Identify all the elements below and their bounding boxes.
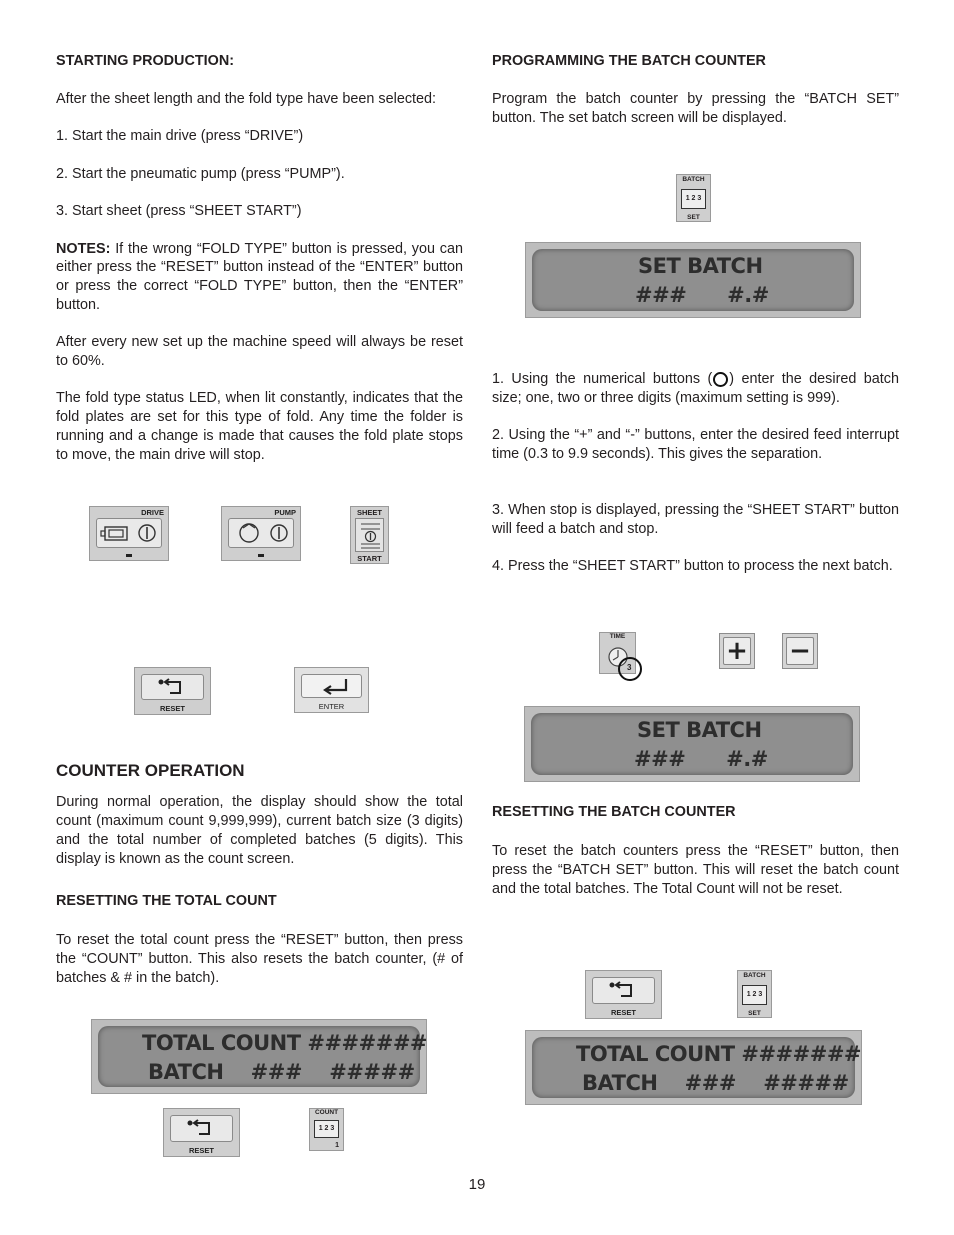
batch-line: BATCH ### ##### (148, 1060, 415, 1084)
batch-line: BATCH ### ##### (582, 1071, 849, 1095)
reset-batch-heading: RESETTING THE BATCH COUNTER (492, 804, 736, 820)
batch-set-button-reset[interactable]: BATCH 1 2 3 SET (737, 970, 772, 1018)
step-sheet: 3. Start sheet (press “SHEET START”) (56, 202, 302, 219)
reset-total-text: To reset the total count press the “RESET” button, then press the “COUNT” button. This also resets the batch counter, (# of batches & # in the batch). (56, 932, 463, 986)
batch-step-4: 4. Press the “SHEET START” button to process the next batch. (492, 558, 893, 574)
reset-arrow-icon (171, 1116, 234, 1143)
total-count-display-right (525, 1030, 862, 1105)
page-number: 19 (468, 1176, 486, 1193)
sheet-start-button[interactable]: SHEET START (350, 506, 389, 564)
set-batch-display-time (524, 706, 860, 782)
reset-batch-text: To reset the batch counters press the “RESET” button, then press the “BATCH SET” button. This will reset the batch count and the total batches. The Total Count will not be reset. (492, 843, 899, 897)
sheet-start-icon (356, 519, 385, 553)
total-count-line: TOTAL COUNT ####### (142, 1031, 428, 1055)
set-batch-values-line: ### #.# (634, 747, 768, 771)
programming-heading: PROGRAMMING THE BATCH COUNTER (492, 53, 766, 69)
drive-led-icon (126, 554, 132, 557)
drive-motor-icon (97, 519, 163, 549)
reset-button-count[interactable]: RESET (163, 1108, 240, 1157)
programming-text: Program the batch counter by pressing the “BATCH SET” button. The set batch screen will be displayed. (492, 90, 899, 126)
total-count-display (91, 1019, 427, 1094)
step-drive: 1. Start the main drive (press “DRIVE”) (56, 127, 304, 144)
batch-step-3: 3. When stop is displayed, pressing the “SHEET START” button will feed a batch and stop. (492, 502, 899, 537)
batch-step-2: 2. Using the “+” and “-” buttons, enter the desired feed interrupt time (0.3 to 9.9 seconds). This gives the separation. (492, 427, 899, 462)
numeric-button-circle-icon (713, 372, 728, 387)
starting-production-heading: STARTING PRODUCTION: (56, 53, 235, 69)
notes-paragraph (56, 240, 463, 316)
speed-note: After every new set up the machine speed will always be reset to 60%. (56, 334, 463, 370)
set-batch-line: SET BATCH (637, 718, 762, 742)
step-pump: 2. Start the pneumatic pump (press “PUMP”). (56, 165, 345, 182)
batch-digits-icon: 1 2 3 (681, 189, 706, 209)
pump-button[interactable]: PUMP (221, 506, 301, 561)
total-count-line: TOTAL COUNT ####### (576, 1042, 862, 1066)
reset-arrow-icon (593, 978, 656, 1005)
set-batch-values-line: ### #.# (635, 283, 769, 307)
reset-button[interactable]: RESET (134, 667, 211, 715)
left-column (56, 52, 463, 465)
pump-led-icon (258, 554, 264, 557)
set-batch-display (525, 242, 861, 318)
starting-intro: After the sheet length and the fold type have been selected: (56, 90, 437, 107)
enter-arrow-icon (302, 675, 363, 699)
reset-total-heading: RESETTING THE TOTAL COUNT (56, 893, 277, 909)
notes-text: If the wrong “FOLD TYPE” button is pressed, you can either press the “RESET” button instead of the “ENTER” button or press the correct “FOLD TYPE” button, then the “ENTER” button. (56, 240, 463, 314)
plus-icon: + (723, 637, 751, 665)
right-column (492, 52, 899, 128)
plus-button[interactable] (719, 633, 755, 669)
set-batch-line: SET BATCH (638, 254, 763, 278)
led-note: The fold type status LED, when lit constantly, indicates that the fold plates are set for this type of fold. Any time the folder is running and a change is made that causes the fold plate stops to move, the main drive will stop. (56, 389, 463, 463)
minus-icon: − (786, 637, 814, 665)
count-button[interactable]: COUNT 1 2 3 1 (309, 1108, 344, 1151)
reset-button-batch[interactable]: RESET (585, 970, 662, 1019)
count-digits-icon: 1 2 3 (314, 1120, 339, 1138)
counter-operation-text: During normal operation, the display should show the total count (maximum count 9,999,999), current batch size (3 digits) and the total number of completed batches (5 digits). This display is known as the count screen. (56, 794, 463, 867)
reset-arrow-icon (142, 675, 205, 701)
counter-operation-heading: COUNTER OPERATION (56, 761, 245, 780)
batch-digits-icon: 1 2 3 (742, 985, 767, 1005)
notes-label: NOTES: (56, 240, 111, 257)
drive-button[interactable]: DRIVE (89, 506, 169, 561)
enter-button[interactable]: ENTER (294, 667, 369, 713)
batch-step-1: 1. Using the numerical buttons ( ) enter the desired batch size; one, two or three digits (maximum setting is 999). (492, 371, 899, 406)
pump-icon (229, 519, 295, 549)
minus-button[interactable] (782, 633, 818, 669)
time-button[interactable]: TIME 3 (599, 632, 636, 674)
batch-set-button[interactable]: BATCH 1 2 3 SET (676, 174, 711, 222)
